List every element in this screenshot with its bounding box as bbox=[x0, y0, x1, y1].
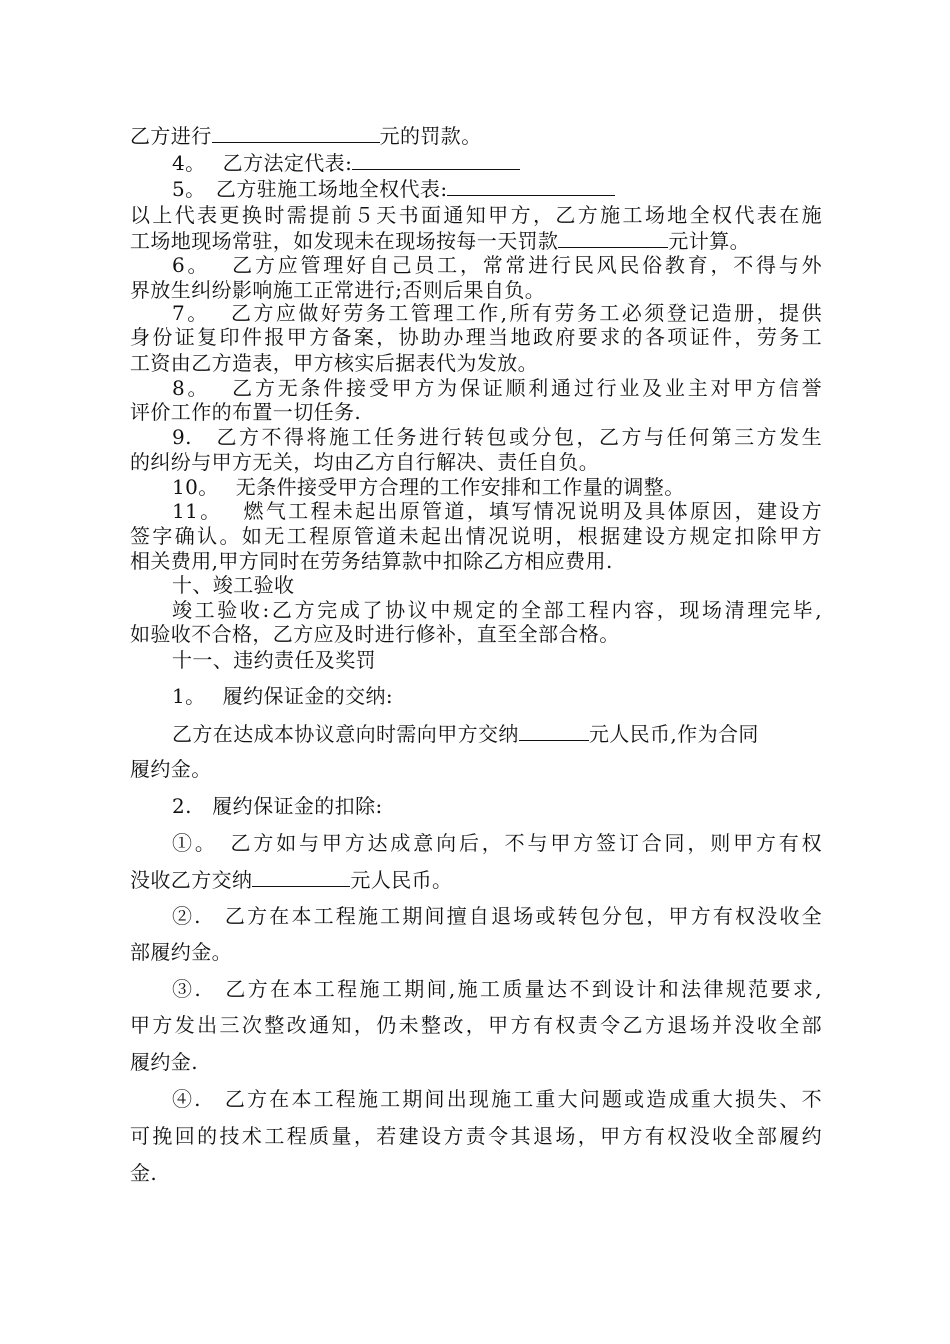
section-heading: 十一、违约责任及奖罚 bbox=[172, 648, 376, 672]
text-line: 部履约金。 bbox=[130, 940, 232, 964]
text-line: 6。 乙方应管理好自己员工，常常进行民风民俗教育，不得与外 bbox=[172, 253, 822, 277]
text-line bbox=[130, 867, 452, 892]
text-line: 11。 燃气工程未起出原管道，填写情况说明及具体原因，建设方 bbox=[172, 499, 822, 523]
text-segment: 元人民币。 bbox=[350, 868, 453, 892]
text-line: 8。 乙方无条件接受甲方为保证顺利通过行业及业主对甲方信誉 bbox=[172, 376, 822, 400]
text-segment: 乙方进行 bbox=[130, 124, 212, 148]
text-line: 1。 履约保证金的交纳: bbox=[172, 684, 394, 708]
text-line: ③. 乙方在本工程施工期间,施工质量达不到设计和法律规范要求, bbox=[172, 977, 822, 1001]
text-line bbox=[172, 176, 615, 201]
text-segment: 元人民币,作为合同 bbox=[588, 722, 759, 746]
text-line: 9. 乙方不得将施工任务进行转包或分包，乙方与任何第三方发生 bbox=[172, 425, 822, 449]
text-line: 评价工作的布置一切任务. bbox=[130, 400, 362, 424]
fill-blank bbox=[519, 721, 589, 741]
text-segment: 元计算。 bbox=[668, 229, 751, 253]
text-line: ④. 乙方在本工程施工期间出现施工重大问题或造成重大损失、不 bbox=[172, 1087, 822, 1111]
fill-blank bbox=[447, 176, 615, 196]
text-line: 签字确认。如无工程原管道未起出情况说明，根据建设方规定扣除甲方 bbox=[130, 524, 822, 548]
text-line: 履约金. bbox=[130, 1050, 198, 1074]
fill-blank bbox=[212, 123, 380, 143]
text-line: 7。 乙方应做好劳务工管理工作,所有劳务工必须登记造册，提供 bbox=[172, 301, 822, 325]
text-line: 2. 履约保证金的扣除: bbox=[172, 794, 383, 818]
fill-blank bbox=[352, 150, 520, 170]
text-line: ①。 乙方如与甲方达成意向后，不与甲方签订合同，则甲方有权 bbox=[172, 831, 822, 855]
text-line: 10。 无条件接受甲方合理的工作安排和工作量的调整。 bbox=[172, 475, 685, 499]
text-line: 如验收不合格，乙方应及时进行修补，直至全部合格。 bbox=[130, 622, 620, 646]
text-line bbox=[130, 123, 482, 148]
text-segment: 乙方在达成本协议意向时需向甲方交纳 bbox=[172, 722, 519, 746]
section-heading: 十、竣工验收 bbox=[172, 573, 295, 597]
text-segment: 5。 乙方驻施工场地全权代表: bbox=[172, 177, 448, 201]
fill-blank bbox=[558, 228, 668, 248]
text-line: 可挽回的技术工程质量，若建设方责令其退场，甲方有权没收全部履约 bbox=[130, 1124, 822, 1148]
text-line: 甲方发出三次整改通知，仍未整改，甲方有权责令乙方退场并没收全部 bbox=[130, 1013, 822, 1037]
text-line: 履约金。 bbox=[130, 757, 212, 781]
text-segment: 工场地现场常驻，如发现未在现场按每一天罚款 bbox=[130, 229, 559, 253]
text-line: 金. bbox=[130, 1161, 158, 1185]
text-line: 工资由乙方造表，甲方核实后据表代为发放。 bbox=[130, 351, 538, 375]
text-line: 竣工验收:乙方完成了协议中规定的全部工程内容，现场清理完毕, bbox=[172, 598, 822, 622]
text-segment: 元的罚款。 bbox=[379, 124, 482, 148]
text-line: 的纠纷与甲方无关，均由乙方自行解决、责任自负。 bbox=[130, 450, 600, 474]
text-line bbox=[172, 150, 520, 175]
text-segment: 4。 乙方法定代表: bbox=[172, 151, 353, 175]
text-line: 界放生纠纷影响施工正常进行;否则后果自负。 bbox=[130, 278, 546, 302]
text-line bbox=[172, 721, 759, 746]
text-line: ②. 乙方在本工程施工期间擅自退场或转包分包，甲方有权没收全 bbox=[172, 904, 822, 928]
text-line: 以上代表更换时需提前５天书面通知甲方，乙方施工场地全权代表在施 bbox=[130, 203, 822, 227]
text-line bbox=[130, 228, 750, 253]
text-line: 身份证复印件报甲方备案，协助办理当地政府要求的各项证件，劳务工 bbox=[130, 325, 822, 349]
text-segment: 没收乙方交纳 bbox=[130, 868, 253, 892]
fill-blank bbox=[252, 867, 350, 887]
text-line: 相关费用,甲方同时在劳务结算款中扣除乙方相应费用. bbox=[130, 549, 613, 573]
